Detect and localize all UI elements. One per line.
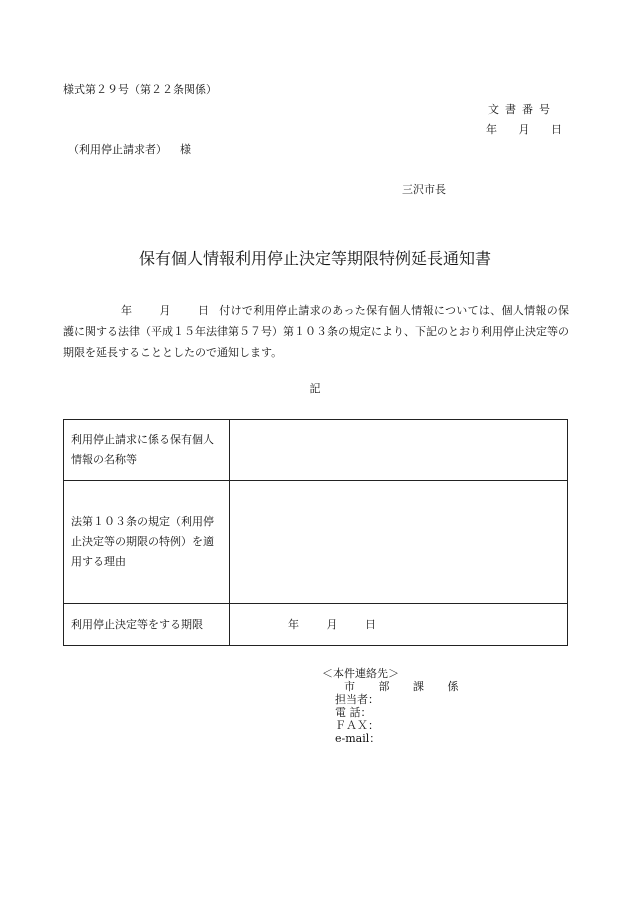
document-date: 年 月 日: [486, 123, 562, 136]
deadline-date: 年 月 日: [230, 604, 568, 646]
row-label: 法第１０３条の規定（利用停 止決定等の期限の特例）を適 用する理由: [64, 481, 230, 604]
table-row: [64, 481, 568, 604]
body-text: 付けで利用停止請求のあった保有個人情報については、個人情報の保護に関する法律（平成１５年法律第５７号）第１０３条の規定により、下記のとおり利用停止決定等の期限を延長することとしたので通知します。: [63, 304, 569, 359]
table-row: [64, 604, 568, 646]
contact-title: ＜本件連絡先＞: [322, 667, 399, 680]
document-title: 保有個人情報利用停止決定等期限特例延長通知書: [138, 249, 491, 268]
body-date-placeholder: 年 月 日: [121, 304, 209, 317]
row-value: [230, 420, 568, 481]
contact-fax: ＦＡＸ：: [335, 719, 379, 732]
recipient-label: （利用停止請求者）: [68, 143, 167, 156]
ki-heading: 記: [309, 382, 321, 395]
info-table: [63, 419, 568, 646]
form-number: 様式第２９号（第２２条関係）: [63, 83, 217, 96]
document-number-label: 文書番号: [488, 103, 556, 116]
recipient-honorific: 様: [180, 143, 191, 156]
body-paragraph: [63, 300, 569, 363]
table-row: [64, 420, 568, 481]
contact-phone: 電 話：: [335, 706, 372, 719]
row-label: 利用停止決定等をする期限: [64, 604, 230, 646]
contact-block: [322, 667, 459, 745]
row-value: [230, 481, 568, 604]
row-label: 利用停止請求に係る保有個人 情報の名称等: [64, 420, 230, 481]
contact-email: e-mail：: [335, 732, 381, 745]
contact-person: 担当者：: [335, 693, 379, 706]
sender-name: 三沢市長: [402, 183, 446, 196]
contact-department: 市 部 課 係: [344, 680, 459, 693]
